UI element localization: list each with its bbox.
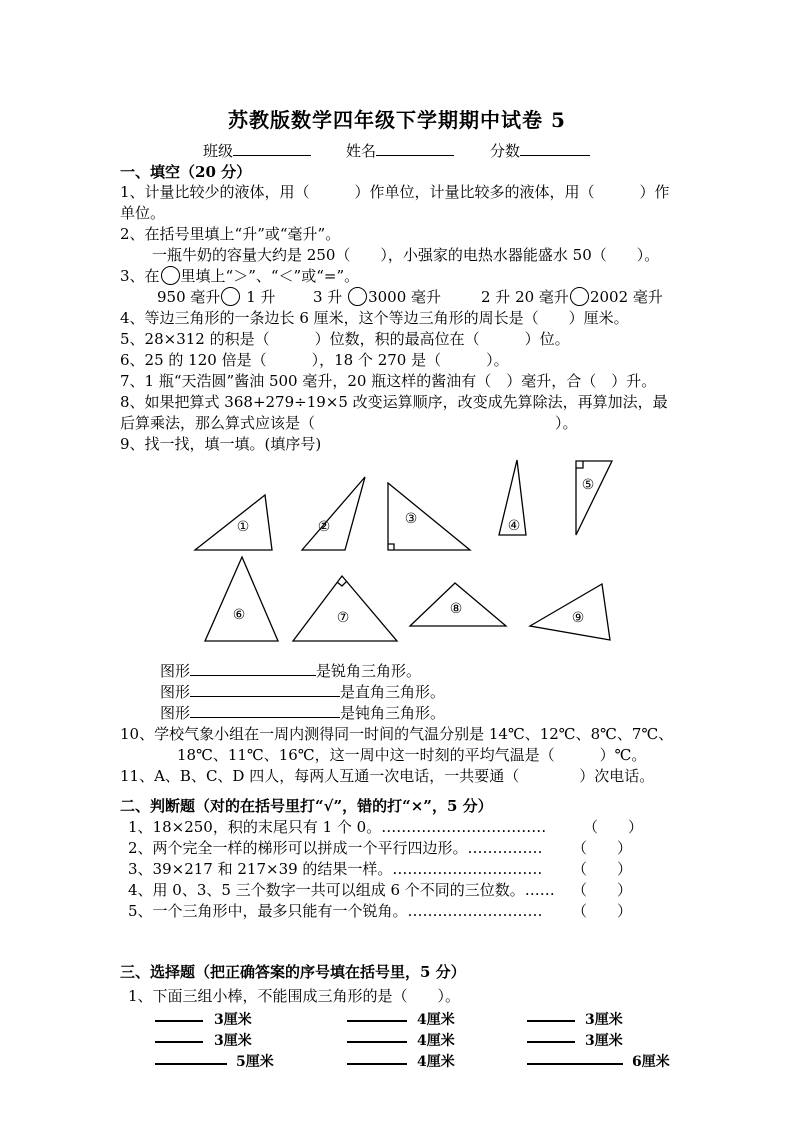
judge-paren-1[interactable]: （ ） [583, 818, 644, 836]
fig-prefix: 图形 [160, 662, 191, 680]
compare-right: 3000 毫升 [368, 288, 442, 306]
name-blank[interactable] [376, 141, 454, 156]
stick-2b [347, 1041, 407, 1043]
stick-label: 3厘米 [585, 1033, 623, 1049]
compare-left: 2 升 20 毫升 [481, 288, 569, 306]
triangle-2 [302, 477, 365, 550]
right-angle-mark-5 [576, 461, 583, 468]
section1-heading: 一、填空（20 分） [120, 163, 252, 181]
stick-2c [347, 1063, 407, 1065]
question-3-prefix: 3、在 [120, 267, 160, 285]
page-title: 苏教版数学四年级下学期期中试卷 5 [228, 108, 566, 132]
stick-3b [527, 1041, 575, 1043]
question-3-suffix: 里填上“＞”、“＜”或“=”。 [180, 267, 360, 285]
fig-prefix: 图形 [160, 683, 191, 701]
judge-paren-3[interactable]: （ ） [572, 860, 633, 878]
class-field [203, 140, 311, 161]
stick-3a [527, 1020, 575, 1022]
compare-circle[interactable] [570, 287, 589, 306]
judge-item-4: 4、用 0、3、5 三个数字一共可以组成 6 个不同的三位数。…… [128, 881, 555, 899]
stick-3c [527, 1063, 623, 1065]
acute-text: 是锐角三角形。 [316, 662, 422, 680]
triangle-6 [205, 557, 278, 641]
class-blank[interactable] [233, 141, 311, 156]
triangle-label-2: ② [317, 519, 331, 535]
question-6: 6、25 的 120 倍是（ ），18 个 270 是（ ）。 [120, 351, 509, 369]
acute-blank[interactable] [190, 661, 316, 676]
question-9: 9、找一找，填一填。(填序号) [120, 435, 322, 453]
triangle-label-5: ⑤ [581, 477, 595, 493]
question-8-cont: 后算乘法，那么算式应该是（ ）。 [120, 414, 578, 432]
right-angle-mark-7 [337, 581, 347, 586]
question-4: 4、等边三角形的一条边长 6 厘米，这个等边三角形的周长是（ ）厘米。 [120, 309, 629, 327]
compare-item-3 [481, 286, 663, 307]
stick-label: 6厘米 [632, 1054, 670, 1070]
question-1: 1、计量比较少的液体，用（ ）作单位，计量比较多的液体，用（ ）作 [120, 183, 670, 201]
answer-obtuse [160, 702, 445, 723]
question-8: 8、如果把算式 368+279÷19×5 改变运算顺序，改变成先算除法，再算加法，最 [120, 393, 668, 411]
triangle-3 [388, 483, 470, 550]
question-10-cont: 18℃、11℃、16℃，这一周中这一时刻的平均气温是（ ）℃。 [177, 746, 647, 764]
fig-prefix: 图形 [160, 704, 191, 722]
stick-label: 4厘米 [417, 1054, 455, 1070]
compare-circle[interactable] [161, 266, 180, 285]
triangle-label-9: ⑨ [571, 610, 585, 626]
stick-label: 3厘米 [585, 1012, 623, 1028]
obtuse-text: 是钝角三角形。 [340, 704, 446, 722]
right-blank[interactable] [190, 682, 340, 697]
choice-question-1: 1、下面三组小棒，不能围成三角形的是（ ）。 [128, 987, 461, 1005]
class-label: 班级 [203, 142, 234, 160]
right-angle-mark-3 [388, 544, 394, 550]
answer-acute [160, 660, 421, 681]
triangle-label-6: ⑥ [232, 607, 246, 623]
stick-1b [155, 1041, 203, 1043]
triangle-label-8: ⑧ [449, 601, 463, 617]
compare-right: 1 升 [246, 288, 276, 306]
name-label: 姓名 [346, 142, 377, 160]
compare-left: 3 升 [313, 288, 343, 306]
compare-right: 2002 毫升 [589, 288, 663, 306]
obtuse-blank[interactable] [190, 703, 340, 718]
stick-1c [155, 1063, 227, 1065]
compare-circle[interactable] [221, 287, 240, 306]
question-5: 5、28×312 的积是（ ）位数，积的最高位在（ ）位。 [120, 330, 570, 348]
compare-circle[interactable] [348, 287, 367, 306]
stick-label: 5厘米 [236, 1054, 274, 1070]
compare-item-1 [157, 286, 276, 307]
stick-label: 3厘米 [214, 1033, 252, 1049]
question-2-blanks: 一瓶牛奶的容量大约是 250（ ），小强家的电热水器能盛水 50（ ）。 [152, 246, 660, 264]
score-blank[interactable] [520, 141, 590, 156]
compare-left: 950 毫升 [157, 288, 221, 306]
judge-paren-4[interactable]: （ ） [572, 881, 633, 899]
name-field [346, 140, 454, 161]
judge-item-5: 5、一个三角形中，最多只能有一个锐角。……………………… [128, 902, 543, 920]
judge-item-1: 1、18×250，积的末尾只有 1 个 0。…………………………… [128, 818, 547, 836]
question-1-cont: 单位。 [120, 204, 166, 222]
triangle-label-3: ③ [404, 511, 418, 527]
triangle-label-7: ⑦ [336, 610, 350, 626]
stick-label: 4厘米 [417, 1012, 455, 1028]
question-7: 7、1 瓶“天浩圆”酱油 500 毫升，20 瓶这样的酱油有（ ）毫升，合（ ）升。 [120, 372, 657, 390]
judge-paren-5[interactable]: （ ） [572, 902, 633, 920]
triangle-7 [293, 576, 397, 641]
judge-paren-2[interactable]: （ ） [572, 839, 633, 857]
question-3 [120, 265, 359, 286]
triangle-9 [530, 584, 610, 640]
triangle-1 [195, 495, 272, 550]
judge-item-3: 3、39×217 和 217×39 的结果一样。………………………… [128, 860, 543, 878]
triangle-label-4: ④ [507, 518, 521, 534]
answer-right [160, 681, 445, 702]
section3-heading: 三、选择题（把正确答案的序号填在括号里，5 分） [120, 963, 466, 981]
stick-2a [347, 1020, 407, 1022]
question-10: 10、学校气象小组在一周内测得同一时间的气温分别是 14℃、12℃、8℃、7℃、 [120, 725, 674, 743]
stick-label: 4厘米 [417, 1033, 455, 1049]
stick-label: 3厘米 [214, 1012, 252, 1028]
stick-1a [155, 1020, 203, 1022]
score-label: 分数 [490, 142, 521, 160]
question-11: 11、A、B、C、D 四人，每两人互通一次电话，一共要通（ ）次电话。 [120, 767, 655, 785]
right-text: 是直角三角形。 [340, 683, 446, 701]
compare-item-2 [313, 286, 441, 307]
section2-heading: 二、判断题（对的在括号里打“√”，错的打“×”，5 分） [120, 797, 493, 815]
judge-item-2: 2、两个完全一样的梯形可以拼成一个平行四边形。…………… [128, 839, 543, 857]
score-field [490, 140, 590, 161]
triangles-figure [180, 455, 640, 650]
question-2: 2、在括号里填上“升”或“毫升”。 [120, 225, 341, 243]
triangle-label-1: ① [236, 519, 250, 535]
triangle-5 [576, 461, 612, 535]
